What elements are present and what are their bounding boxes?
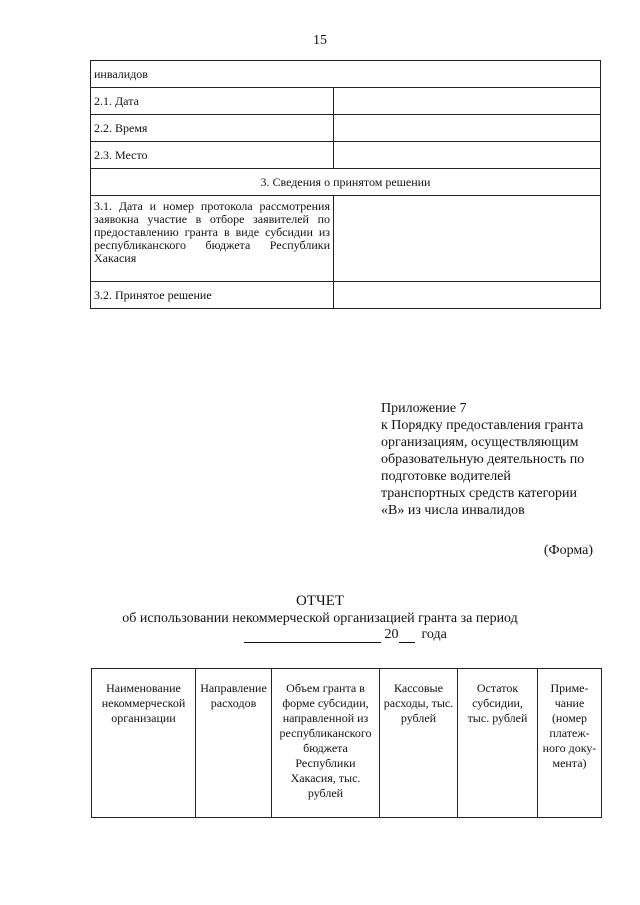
table-cell-label: 2.1. Дата — [91, 88, 334, 115]
report-title: ОТЧЕТ — [295, 593, 345, 609]
column-header: Направление расходов — [196, 669, 272, 818]
period-blank — [244, 628, 381, 643]
column-header: Объем гранта в форме субсидии, направленной из республиканского бюджета Республики Хакасия, тыс. рублей — [272, 669, 380, 818]
table-row — [91, 61, 601, 88]
table-row — [91, 282, 601, 309]
report-table — [91, 668, 602, 818]
table-section-header — [91, 169, 601, 196]
table-cell-value — [334, 282, 601, 309]
table-header-row — [92, 669, 602, 818]
column-header: Остаток субсидии, тыс. рублей — [458, 669, 538, 818]
column-header: Наименование некоммерческой организации — [92, 669, 196, 818]
appendix-line: к Порядку предоставления гранта — [381, 418, 584, 433]
column-header: Кассовые расходы, тыс. рублей — [380, 669, 458, 818]
year-suffix: года — [414, 627, 447, 642]
appendix-line: «В» из числа инвалидов — [381, 503, 525, 518]
table-cell-label: 2.2. Время — [91, 115, 334, 142]
appendix-line: транспортных средств категории — [381, 486, 577, 501]
year-blank — [399, 628, 415, 643]
decision-table — [90, 60, 601, 309]
section-header-cell: 3. Сведения о принятом решении — [91, 169, 601, 196]
appendix-line: Приложение 7 — [381, 401, 467, 416]
report-period — [244, 627, 447, 643]
appendix-line: образовательную деятельность по — [381, 452, 585, 467]
table-cell-label: 2.3. Место — [91, 142, 334, 169]
appendix-line: организациям, осуществляющим — [381, 435, 579, 450]
appendix-line: подготовке водителей — [381, 469, 511, 484]
table-cell-value — [334, 196, 601, 282]
column-header: Приме-чание (номер платеж-ного доку-мента) — [538, 669, 602, 818]
table-row — [91, 142, 601, 169]
appendix-block — [381, 400, 596, 519]
form-label: (Форма) — [543, 543, 593, 558]
table-row — [91, 196, 601, 282]
table-cell-value — [334, 88, 601, 115]
year-prefix: 20 — [384, 627, 399, 642]
table-cell-label: 3.2. Принятое решение — [91, 282, 334, 309]
page-number: 15 — [313, 33, 327, 48]
table-row — [91, 115, 601, 142]
table-cell-value — [334, 115, 601, 142]
table-cell-value — [334, 142, 601, 169]
table-row — [91, 88, 601, 115]
table-cell: инвалидов — [91, 61, 601, 88]
report-subtitle: об использовании некоммерческой организацией гранта за период — [122, 611, 518, 626]
table-cell-label: 3.1. Дата и номер протокола рассмотрения заявокна участие в отборе заявителей по предоставлению гранта в виде субсидии из республиканского бюджета Республики Хакасия — [91, 196, 334, 282]
